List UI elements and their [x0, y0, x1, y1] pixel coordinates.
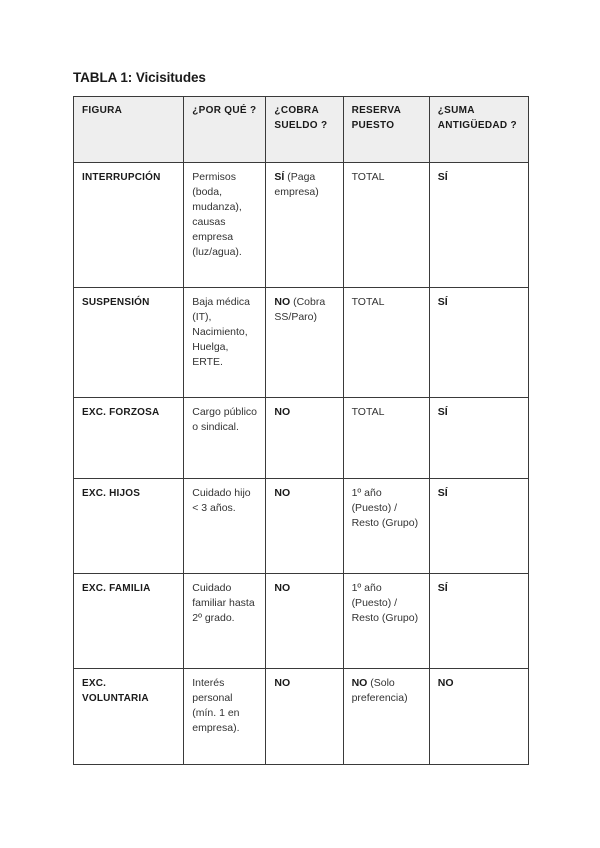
- reserva-note: TOTAL: [351, 296, 385, 308]
- cell-figura: [74, 398, 184, 479]
- header-reserva-puesto: RESERVA PUESTO: [343, 97, 429, 163]
- cell-figura: [74, 669, 184, 765]
- cell-reserva: [343, 163, 429, 288]
- por-que-text: Permisos (boda, mudanza), causas empresa (luz/agua).: [192, 171, 242, 258]
- suma-value: SÍ: [437, 487, 448, 499]
- cobra-value: NO: [274, 487, 291, 499]
- table-row: [74, 669, 529, 765]
- figura-label: EXC. VOLUNTARIA: [82, 678, 149, 704]
- cell-por-que: [184, 163, 266, 288]
- suma-value: SÍ: [437, 582, 448, 594]
- cobra-value: SÍ: [274, 171, 285, 183]
- cobra-note: (Paga empresa): [274, 171, 319, 198]
- reserva-note: 1º año (Puesto) / Resto (Grupo): [351, 487, 419, 529]
- cell-figura: [74, 479, 184, 574]
- cell-cobra: [266, 574, 343, 669]
- cell-reserva: [343, 398, 429, 479]
- cell-por-que: [184, 288, 266, 398]
- reserva-note: 1º año (Puesto) / Resto (Grupo): [351, 582, 419, 624]
- cell-reserva: [343, 574, 429, 669]
- reserva-note: (Solo preferencia): [351, 677, 408, 704]
- cell-suma: [429, 574, 528, 669]
- cell-cobra: [266, 479, 343, 574]
- cell-cobra: [266, 398, 343, 479]
- por-que-text: Baja médica (IT), Nacimiento, Huelga, ERTE.: [192, 296, 251, 368]
- cell-reserva: [343, 669, 429, 765]
- cobra-value: NO: [274, 677, 291, 689]
- figura-label: EXC. FAMILIA: [82, 583, 151, 594]
- table-title: TABLA 1: Vicisitudes: [73, 70, 206, 85]
- cobra-note: (Cobra SS/Paro): [274, 296, 326, 323]
- cell-por-que: [184, 574, 266, 669]
- cell-figura: [74, 163, 184, 288]
- suma-value: SÍ: [437, 296, 448, 308]
- cell-cobra: [266, 288, 343, 398]
- figura-label: EXC. FORZOSA: [82, 407, 160, 418]
- cell-suma: [429, 398, 528, 479]
- por-que-text: Cuidado familiar hasta 2º grado.: [192, 582, 255, 624]
- table-header-row: [74, 97, 529, 163]
- cell-suma: [429, 479, 528, 574]
- cell-por-que: [184, 479, 266, 574]
- figura-label: INTERRUPCIÓN: [82, 172, 161, 183]
- table-row: [74, 163, 529, 288]
- por-que-text: Cargo público o sindical.: [192, 406, 258, 433]
- por-que-text: Cuidado hijo < 3 años.: [192, 487, 251, 514]
- por-que-text: Interés personal (mín. 1 en empresa).: [192, 677, 240, 734]
- cell-figura: [74, 288, 184, 398]
- cell-suma: [429, 163, 528, 288]
- figura-label: SUSPENSIÓN: [82, 297, 150, 308]
- cell-por-que: [184, 669, 266, 765]
- suma-value: SÍ: [437, 171, 448, 183]
- cobra-value: NO: [274, 296, 291, 308]
- reserva-note: TOTAL: [351, 406, 385, 418]
- table-row: [74, 574, 529, 669]
- cell-por-que: [184, 398, 266, 479]
- suma-value: SÍ: [437, 406, 448, 418]
- cell-reserva: [343, 479, 429, 574]
- suma-value: NO: [437, 677, 454, 689]
- header-por-que: ¿POR QUÉ ?: [184, 97, 266, 163]
- cell-figura: [74, 574, 184, 669]
- vicisitudes-table: [73, 96, 529, 765]
- table-row: [74, 288, 529, 398]
- cell-reserva: [343, 288, 429, 398]
- header-figura: FIGURA: [74, 97, 184, 163]
- cell-cobra: [266, 163, 343, 288]
- header-suma-antiguedad: ¿SUMA ANTIGÜEDAD ?: [429, 97, 528, 163]
- cobra-value: NO: [274, 582, 291, 594]
- header-cobra-sueldo: ¿COBRA SUELDO ?: [266, 97, 343, 163]
- cell-suma: [429, 288, 528, 398]
- figura-label: EXC. HIJOS: [82, 488, 141, 499]
- reserva-value: NO: [351, 677, 368, 689]
- reserva-note: TOTAL: [351, 171, 385, 183]
- table-row: [74, 398, 529, 479]
- table-row: [74, 479, 529, 574]
- cobra-value: NO: [274, 406, 291, 418]
- cell-suma: [429, 669, 528, 765]
- cell-cobra: [266, 669, 343, 765]
